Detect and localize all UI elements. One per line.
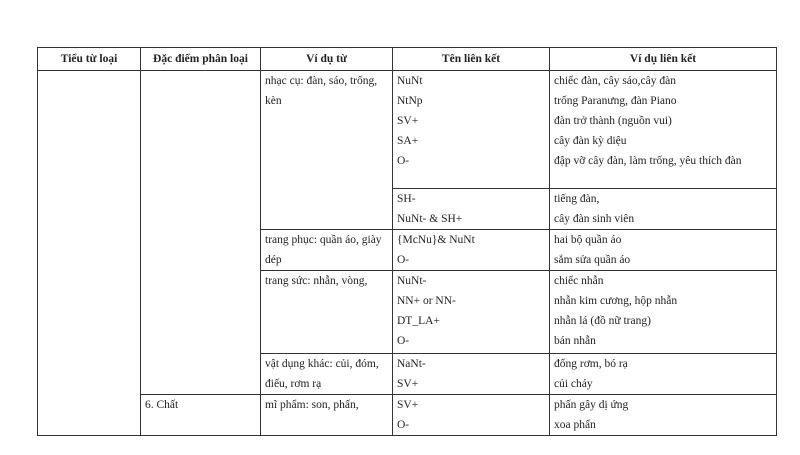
word-example-cell [261, 354, 393, 395]
link-name: SV+ [397, 378, 419, 390]
word-example: trang sức: nhẫn, vòng, [265, 275, 368, 287]
link-example: sắm sửa quần áo [554, 254, 631, 266]
link-example: đống rơm, bó rạ [554, 358, 628, 370]
word-example-cell [261, 230, 393, 271]
link-name: NuNt- [397, 275, 427, 287]
link-example: củi cháy [554, 378, 593, 390]
link-example: bán nhẫn [554, 335, 596, 347]
subtype-cell [38, 71, 141, 436]
word-example: nhạc cụ: đàn, sáo, trống, kèn [265, 75, 378, 107]
link-example-cell [550, 189, 777, 230]
link-example: nhẫn lá (đồ nữ trang) [554, 315, 651, 327]
link-name: SH- [397, 193, 416, 205]
link-name-cell [393, 71, 550, 189]
feature-cell [141, 395, 261, 436]
link-name: O- [397, 155, 410, 167]
link-example: đập vỡ cây đàn, làm trống, yêu thích đàn [554, 155, 742, 167]
link-example: đàn trở thành (nguồn vui) [554, 115, 672, 127]
link-name: SA+ [397, 135, 419, 147]
table-row [38, 395, 777, 436]
word-example-cell [261, 71, 393, 230]
link-example: phấn gây dị ứng [554, 399, 629, 411]
link-example: chiếc nhẫn [554, 275, 604, 287]
link-name: SV+ [397, 115, 419, 127]
link-example: hai bộ quần áo [554, 234, 622, 246]
word-example: mĩ phẩm: son, phấn, [265, 399, 359, 411]
word-example: trang phục: quần áo, giày dép [265, 234, 382, 266]
link-example-cell [550, 395, 777, 436]
link-example-cell [550, 230, 777, 271]
link-example: trống Paranưng, đàn Piano [554, 95, 677, 107]
link-example: chiếc đàn, cây sáo,cây đàn [554, 75, 676, 87]
link-name: NuNt [397, 75, 423, 87]
link-example: nhẫn kim cương, hộp nhẫn [554, 295, 678, 307]
word-example-cell [261, 271, 393, 354]
link-name-cell [393, 395, 550, 436]
link-name: SV+ [397, 399, 419, 411]
word-example: vật dụng khác: củi, đóm, điếu, rơm rạ [265, 358, 379, 390]
word-example-cell [261, 395, 393, 436]
link-example-cell [550, 271, 777, 354]
link-name: NaNt- [397, 358, 426, 370]
link-name: NN+ or NN- [397, 295, 456, 307]
link-name-cell [393, 230, 550, 271]
link-name: {McNu}& NuNt [397, 234, 475, 246]
feature-label: 6. Chất [145, 399, 179, 411]
header-word-example: Ví dụ từ [261, 48, 393, 71]
link-example: cây đàn sinh viên [554, 213, 635, 225]
link-name: O- [397, 335, 410, 347]
link-example: cây đàn kỳ diệu [554, 135, 627, 147]
link-name-cell [393, 271, 550, 354]
link-name: NtNp [397, 95, 423, 107]
classification-table [37, 47, 777, 436]
table-row [38, 71, 777, 189]
header-subtype: Tiểu từ loại [38, 48, 141, 71]
link-example: tiếng đàn, [554, 193, 600, 205]
link-name: O- [397, 254, 410, 266]
link-example: xoa phấn [554, 419, 596, 431]
link-name: O- [397, 419, 410, 431]
link-name: NuNt- & SH+ [397, 213, 463, 225]
link-example-cell [550, 354, 777, 395]
feature-cell [141, 71, 261, 395]
header-link-name: Tên liên kết [393, 48, 550, 71]
header-feature: Đặc điểm phân loại [141, 48, 261, 71]
header-link-example: Ví dụ liên kết [550, 48, 777, 71]
header-row [38, 48, 777, 71]
link-name: DT_LA+ [397, 315, 440, 327]
link-name-cell [393, 189, 550, 230]
link-name-cell [393, 354, 550, 395]
link-example-cell [550, 71, 777, 189]
